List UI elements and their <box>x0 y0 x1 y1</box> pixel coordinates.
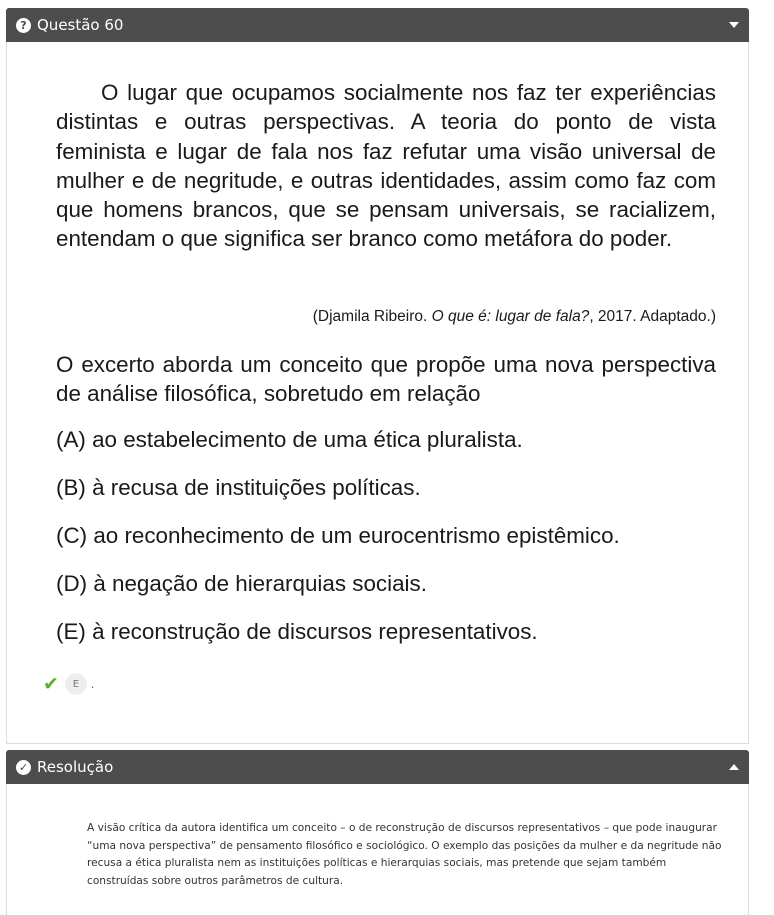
option-letter: (A) <box>56 427 86 452</box>
resolution-text: A visão crítica da autora identifica um conceito – o de reconstrução de discursos representativos – que pode inaugurar “uma nova perspectiva” de pensamento filosófico e sociológico. O exemplo das posições da mulher e da negritude não recusa a ética pluralista nem as instituições políticas e hierarquias sociais, mas pretende que sejam também construídas sobre outros parâmetros de cultura. <box>87 822 722 887</box>
option-a[interactable] <box>56 426 523 454</box>
resolution-panel-header[interactable] <box>6 750 749 784</box>
question-panel-header[interactable] <box>6 8 749 42</box>
question-title: Questão 60 <box>37 16 124 34</box>
option-c[interactable] <box>56 522 620 550</box>
answer-letter-badge: E <box>65 673 87 695</box>
caret-down-icon[interactable] <box>729 22 739 28</box>
caret-up-icon[interactable] <box>729 764 739 770</box>
citation-rest: , 2017. Adaptado.) <box>589 308 716 325</box>
resolution-title: Resolução <box>37 758 114 776</box>
option-e[interactable] <box>56 618 538 646</box>
answer-key <box>43 673 94 695</box>
citation-work: O que é: lugar de fala? <box>431 308 590 325</box>
option-text: ao estabelecimento de uma ética pluralista. <box>92 427 523 452</box>
option-text: à recusa de instituições políticas. <box>92 475 421 500</box>
option-text: ao reconhecimento de um eurocentrismo epistêmico. <box>93 523 620 548</box>
option-text: à reconstrução de discursos representativos. <box>92 619 538 644</box>
question-stem: O excerto aborda um conceito que propõe uma nova perspectiva de análise filosófica, sobretudo em relação <box>56 352 716 407</box>
option-letter: (E) <box>56 619 86 644</box>
resolution-panel-body <box>6 784 749 915</box>
check-circle-icon: ✓ <box>16 760 31 775</box>
option-letter: (B) <box>56 475 86 500</box>
option-text: à negação de hierarquias sociais. <box>93 571 427 596</box>
question-excerpt: O lugar que ocupamos socialmente nos faz ter experiências distintas e outras perspectivas. A teoria do ponto de vista feminista e lugar de fala nos faz refutar uma visão universal de mulher e de negritude, e outras identidades, assim como faz com que homens brancos, que se pensam universais, se racializem, entendam o que significa ser branco como metáfora do poder. <box>56 80 716 252</box>
answer-suffix: . <box>90 677 95 691</box>
option-letter: (D) <box>56 571 88 596</box>
checkmark-icon: ✔ <box>43 672 59 695</box>
option-b[interactable] <box>56 474 421 502</box>
option-d[interactable] <box>56 570 427 598</box>
question-circle-icon: ? <box>16 18 31 33</box>
question-panel-body <box>6 42 749 744</box>
option-letter: (C) <box>56 523 88 548</box>
citation-author: (Djamila Ribeiro. <box>312 308 432 325</box>
question-citation <box>56 308 716 326</box>
